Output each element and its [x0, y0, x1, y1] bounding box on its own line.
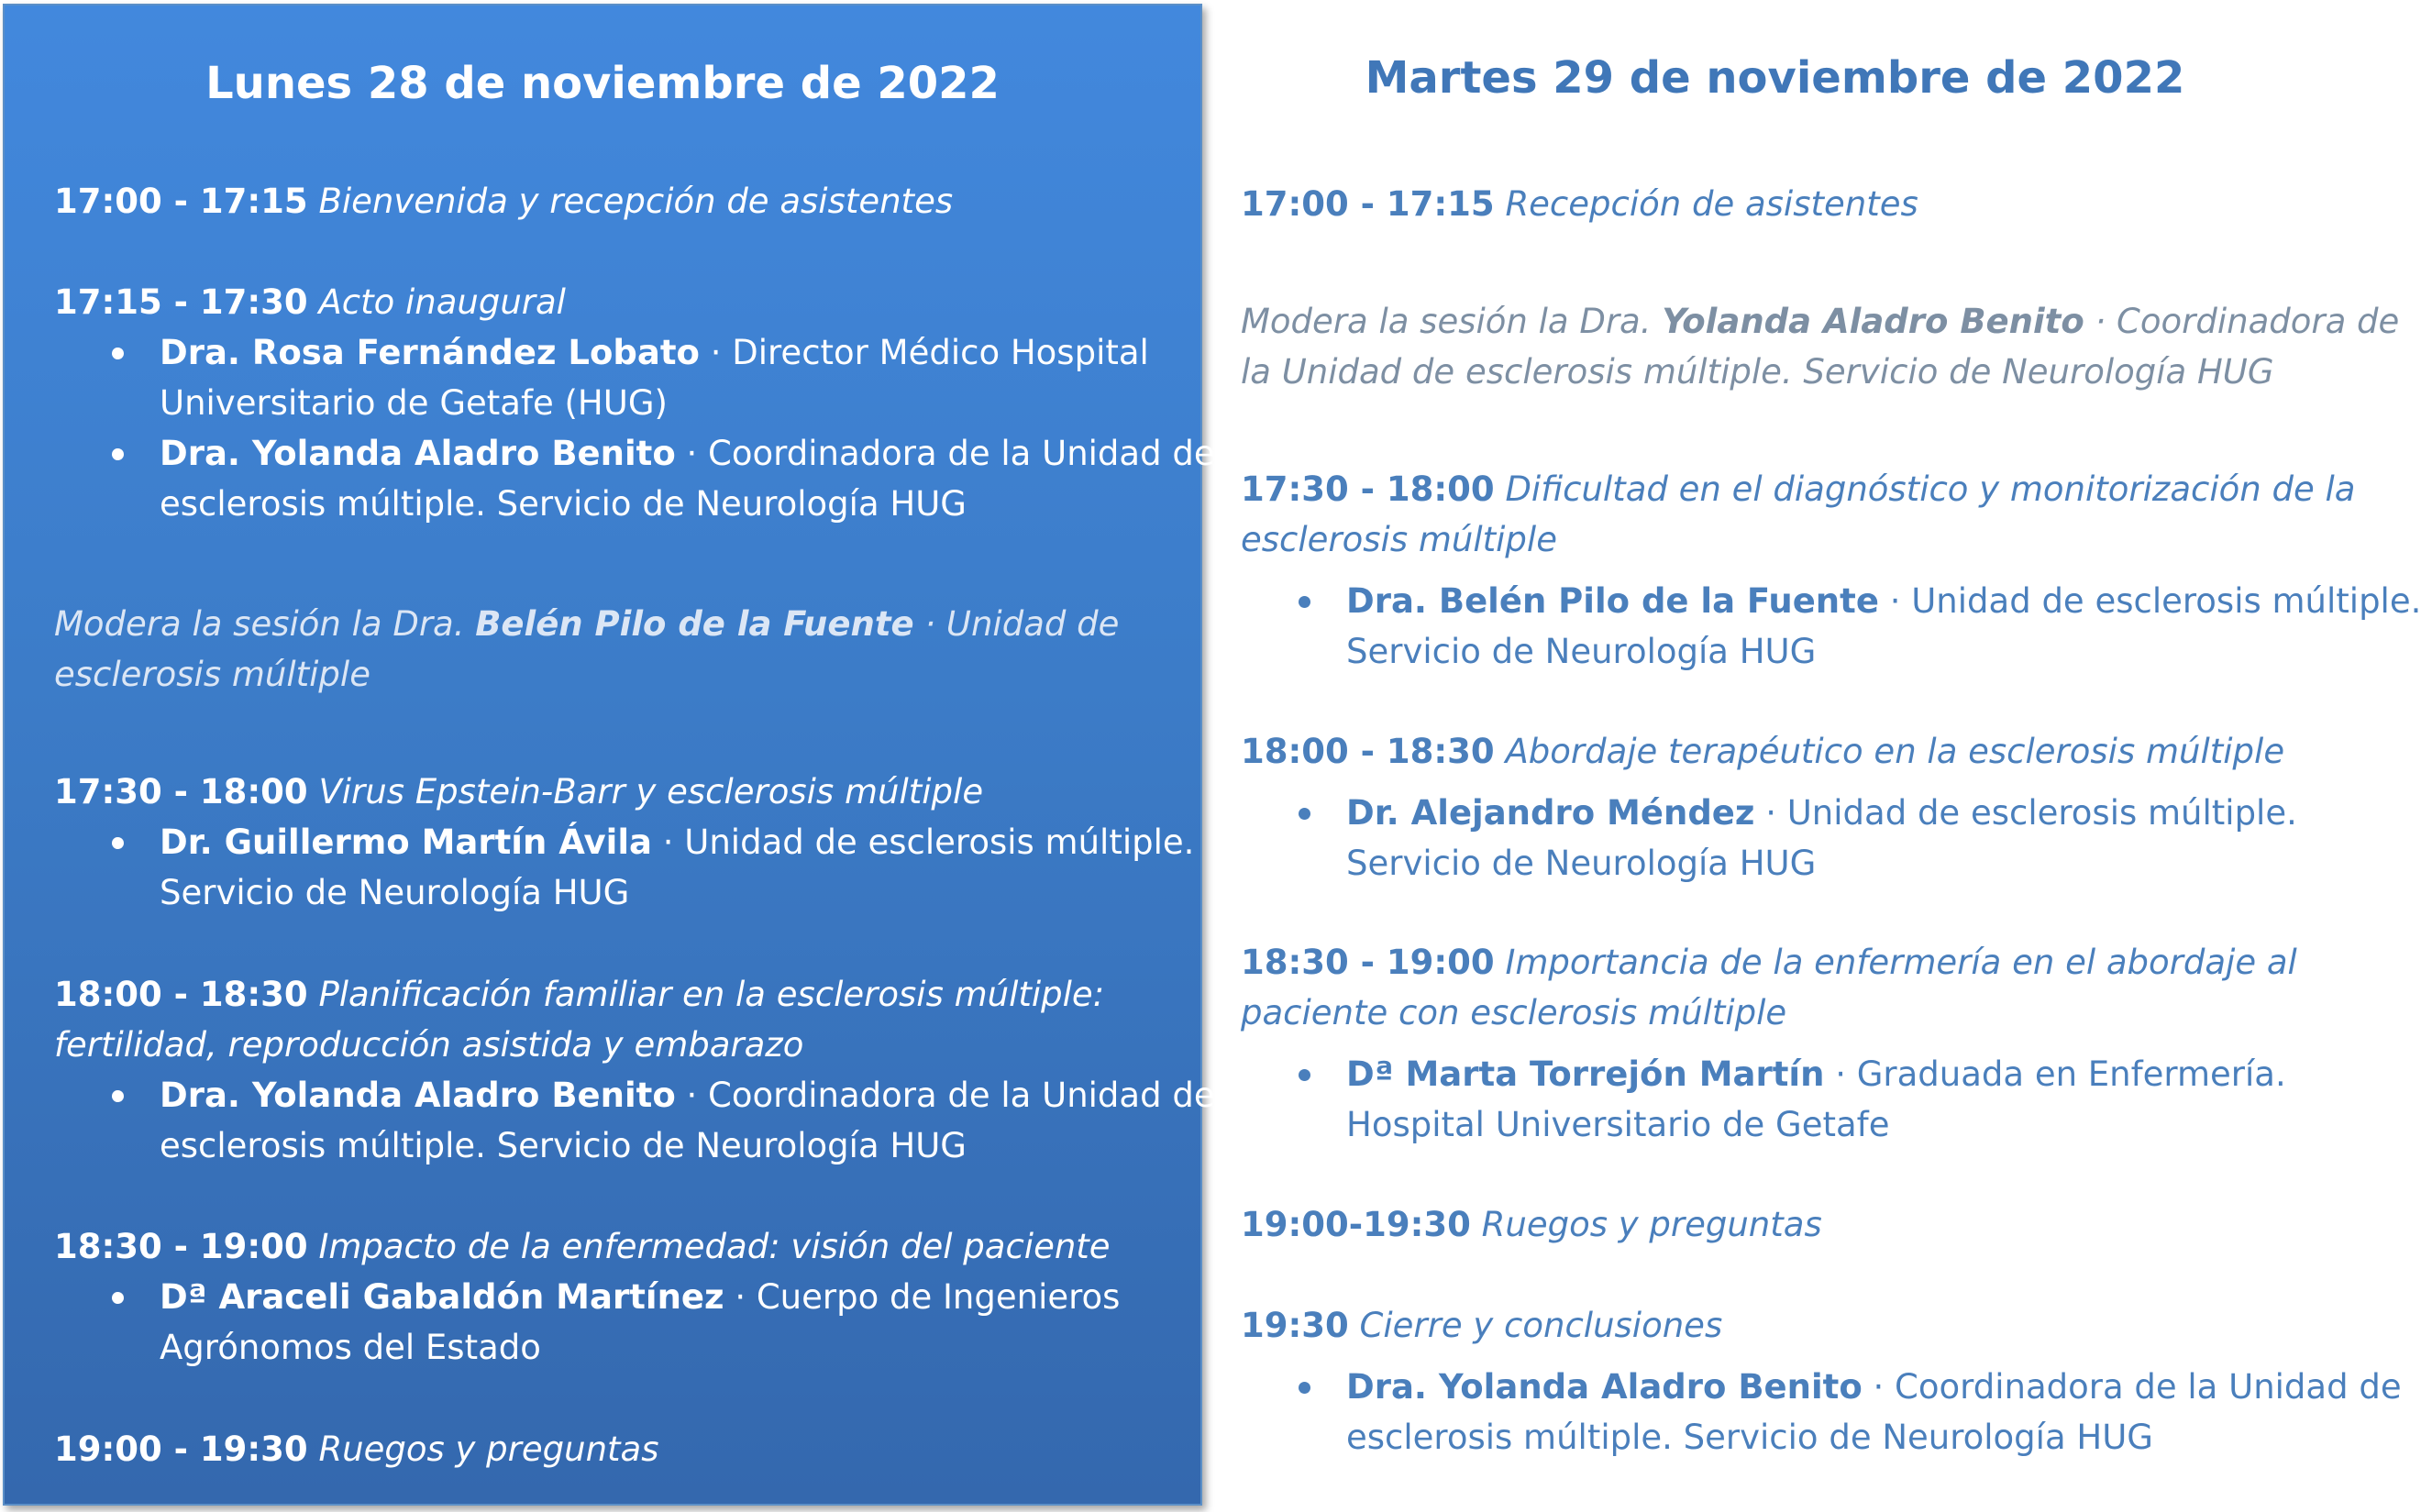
tuesday-panel [1202, 0, 2421, 1512]
speaker-role: · Unidad de esclerosis múltiple. [1889, 581, 2421, 621]
speaker-role-cont: Hospital Universitario de Getafe [1346, 1105, 1890, 1144]
speaker [54, 428, 1215, 529]
agenda-item [54, 767, 1194, 918]
topic: Virus Epstein-Barr y esclerosis múltiple [318, 772, 984, 811]
speaker-role-cont: Universitario de Getafe (HUG) [160, 383, 668, 423]
speaker-role: · Unidad de esclerosis múltiple. [1765, 793, 2297, 833]
bullet-icon [1299, 1382, 1310, 1394]
speaker-role: · Coordinadora de la Unidad de [686, 434, 1215, 473]
moderator-note: Modera la sesión la Dra. Belén Pilo de la Fuente · Unidad de esclerosis múltiple [54, 604, 1120, 694]
speaker [54, 327, 1215, 428]
bullet-icon [1299, 1069, 1310, 1081]
topic: Planificación familiar en la esclerosis múltiple: [318, 975, 1105, 1014]
topic: Bienvenida y recepción de asistentes [318, 182, 954, 221]
agenda-item [54, 969, 1215, 1171]
speaker-name: Dr. Alejandro Méndez [1346, 793, 1755, 833]
time-range: 18:30 - 19:00 [1241, 943, 1495, 982]
time-range: 18:00 - 18:30 [54, 975, 308, 1014]
time-range: 17:00 - 17:15 [54, 182, 308, 221]
speaker-name: Dª Marta Torrejón Martín [1346, 1054, 1825, 1094]
speaker-role-cont: Agrónomos del Estado [160, 1328, 541, 1367]
time-range: 17:00 - 17:15 [1241, 184, 1495, 224]
speaker [1241, 788, 2297, 888]
topic: Ruegos y preguntas [1481, 1205, 1822, 1244]
speaker-role-cont: Servicio de Neurología HUG [1346, 844, 1817, 883]
bullet-icon [112, 348, 124, 359]
speaker [1241, 1049, 2297, 1150]
speaker-role: · Coordinadora de la Unidad de [686, 1076, 1215, 1115]
bullet-icon [112, 448, 124, 460]
agenda-item [1241, 1300, 2402, 1462]
speaker-name: Dª Araceli Gabaldón Martínez [160, 1277, 724, 1317]
topic-cont: fertilidad, reproducción asistida y embarazo [54, 1025, 804, 1065]
time-range: 17:15 - 17:30 [54, 282, 308, 322]
time-range: 18:00 - 18:30 [1241, 732, 1495, 771]
speaker-name: Dra. Belén Pilo de la Fuente [1346, 581, 1879, 621]
speaker-name: Dra. Yolanda Aladro Benito [1346, 1367, 1863, 1407]
time-range: 17:30 - 18:00 [54, 772, 308, 811]
agenda-item [1241, 179, 1918, 229]
time-range: 19:00 - 19:30 [54, 1429, 308, 1469]
speaker-role-cont: Servicio de Neurología HUG [160, 873, 630, 912]
speaker-name: Dra. Yolanda Aladro Benito [160, 1076, 676, 1115]
speaker [54, 1272, 1120, 1373]
moderator-name: Belén Pilo de la Fuente [475, 604, 914, 644]
time-range: 18:30 - 19:00 [54, 1227, 308, 1266]
agenda-item [1241, 726, 2297, 888]
moderator-note: Modera la sesión la Dra. Yolanda Aladro Benito · Coordinadora de la Unidad de esclerosis múltiple. Servicio de Neurología HUG [1241, 302, 2400, 392]
speaker-role: · Coordinadora de la Unidad de [1873, 1367, 2402, 1407]
topic: Ruegos y preguntas [318, 1429, 659, 1469]
speaker-role: · Graduada en Enfermería. [1835, 1054, 2286, 1094]
speaker [54, 817, 1194, 918]
monday-title: Lunes 28 de noviembre de 2022 [205, 58, 1000, 109]
speaker-name: Dra. Yolanda Aladro Benito [160, 434, 676, 473]
time-range: 19:30 [1241, 1306, 1349, 1345]
speaker-role-cont: esclerosis múltiple. Servicio de Neurología HUG [160, 1126, 967, 1165]
speaker-name: Dr. Guillermo Martín Ávila [160, 822, 652, 862]
monday-panel [3, 4, 1215, 1506]
time-range: 19:00-19:30 [1241, 1205, 1471, 1244]
moderator-name: Yolanda Aladro Benito [1662, 302, 2084, 341]
topic: Acto inaugural [318, 282, 566, 322]
tuesday-title: Martes 29 de noviembre de 2022 [1365, 52, 2185, 104]
speaker-role-cont: Servicio de Neurología HUG [1346, 632, 1817, 671]
topic: Importancia de la enfermería en el abordaje al [1505, 943, 2297, 982]
time-range: 17:30 - 18:00 [1241, 469, 1495, 509]
bullet-icon [1299, 808, 1310, 820]
topic: Recepción de asistentes [1505, 184, 1918, 224]
agenda-item [54, 1221, 1120, 1373]
agenda-item [1241, 1199, 1822, 1250]
speaker-role-cont: esclerosis múltiple. Servicio de Neurología HUG [1346, 1418, 2153, 1457]
topic: Impacto de la enfermedad: visión del paciente [318, 1227, 1111, 1266]
speaker [1241, 576, 2421, 677]
speaker [1241, 1362, 2402, 1462]
speaker-role: · Director Médico Hospital [710, 333, 1149, 372]
agenda-item [1241, 464, 2421, 677]
bullet-icon [112, 1292, 124, 1304]
agenda-item [54, 277, 1215, 529]
speaker-name: Dra. Rosa Fernández Lobato [160, 333, 700, 372]
topic: Cierre y conclusiones [1359, 1306, 1723, 1345]
speaker-role-cont: esclerosis múltiple. Servicio de Neurología HUG [160, 484, 967, 524]
bullet-icon [112, 1090, 124, 1102]
bullet-icon [1299, 596, 1310, 608]
speaker-role: · Unidad de esclerosis múltiple. [662, 822, 1195, 862]
agenda-item [1241, 937, 2297, 1150]
topic: Abordaje terapéutico en la esclerosis múltiple [1505, 732, 2285, 771]
agenda-item [54, 1424, 659, 1474]
speaker-role: · Cuerpo de Ingenieros [735, 1277, 1121, 1317]
agenda-item [54, 176, 953, 226]
topic-cont: paciente con esclerosis múltiple [1241, 993, 1787, 1032]
topic: Dificultad en el diagnóstico y monitorización de la [1505, 469, 2356, 509]
speaker [54, 1070, 1215, 1171]
bullet-icon [112, 837, 124, 849]
topic-cont: esclerosis múltiple [1241, 520, 1557, 559]
